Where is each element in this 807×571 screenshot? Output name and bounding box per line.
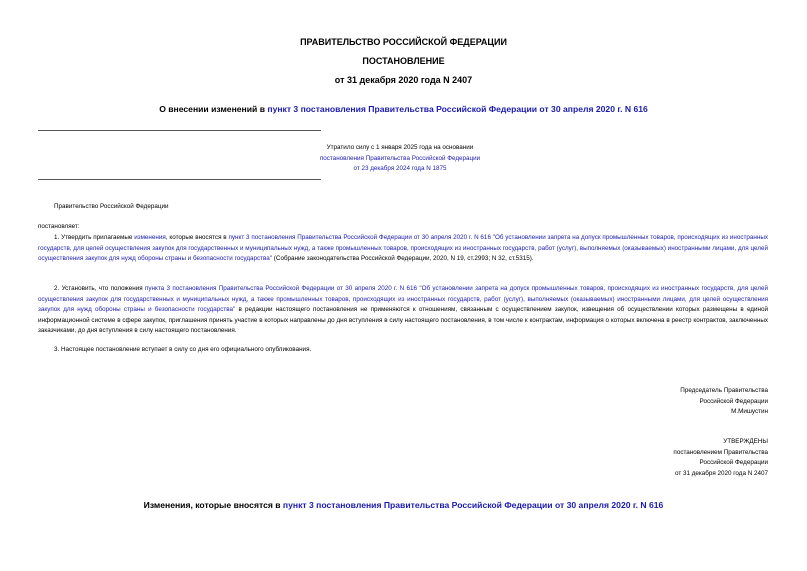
paragraph-2 bbox=[38, 284, 768, 337]
approved-line1: УТВЕРЖДЕНЫ bbox=[723, 438, 768, 445]
lost-force-notice bbox=[260, 143, 540, 175]
document-title-prefix: О внесении изменений в bbox=[159, 104, 268, 114]
changes-title-prefix: Изменения, которые вносятся в bbox=[143, 500, 283, 510]
signature-line3: М.Мишустин bbox=[731, 408, 768, 415]
paragraph-1-text-c: (Собрание законодательства Российской Федерации, 2020, N 19, ст.2993; N 32, ст.5315). bbox=[272, 255, 534, 263]
paragraph-2-text-a: 2. Установить, что положения bbox=[54, 285, 145, 292]
document-date-number: от 31 декабря 2020 года N 2407 bbox=[334, 75, 473, 85]
approved-line3: Российской Федерации bbox=[699, 459, 768, 466]
paragraph-3: 3. Настоящее постановление вступает в силу со дня его официального опубликования. bbox=[54, 346, 312, 353]
intro-text: Правительство Российской Федерации bbox=[54, 203, 169, 210]
signature-block bbox=[680, 386, 768, 418]
signature-line1: Председатель Правительства bbox=[680, 387, 768, 394]
paragraph-1-link-changes[interactable]: изменения bbox=[134, 234, 166, 241]
signature-line2: Российской Федерации bbox=[699, 397, 768, 405]
divider-top bbox=[38, 130, 321, 131]
paragraph-1-text-b: , которые вносятся в bbox=[165, 234, 229, 241]
paragraph-1-link-decree[interactable]: пункт 3 постановления Правительства Российской Федерации от 30 апреля 2020 г. N 616 "Об установлении запрета на допуск промышленных товаров, происходящих из иностранных государств, для целей осуществления закупок для государственных и муниципальных нужд, а также промышленных товаров, происходящих из иностранных государств, работ (услуг), выполняемых (оказываемых) иностранными лицами, для целей осуществления закупок для нужд обороны страны и безопасности государства" bbox=[38, 234, 768, 263]
document-title-link[interactable]: пункт 3 постановления Правительства Российской Федерации от 30 апреля 2020 г. N 616 bbox=[267, 104, 648, 114]
paragraph-1-text-a: 1. Утвердить прилагаемые bbox=[54, 234, 135, 241]
decides-text: постановляет: bbox=[38, 223, 80, 230]
document-title bbox=[0, 104, 807, 114]
approved-line2: постановлением Правительства bbox=[673, 448, 768, 456]
divider-bottom bbox=[38, 179, 321, 180]
changes-title bbox=[0, 500, 807, 510]
paragraph-2-text-b: в редакции настоящего постановления не применяются к отношениям, связанным с осуществлением закупок, извещения об осуществлении которых размещены в единой информационной системе в сфере закупок, приглашения принять участие в которых направлены до дня вступления в силу настоящего постановления, в том числе к контрактам, информация о которых включена в реестр контрактов, заключенных заказчиками, до дня вступления в силу настоящего постановления. bbox=[38, 306, 768, 335]
paragraph-2-link-decree[interactable]: пункта 3 постановления Правительства Российской Федерации от 30 апреля 2020 г. N 616 "Об установлении запрета на допуск промышленных товаров, происходящих из иностранных государств, для целей осуществления закупок для государственных и муниципальных нужд, а также промышленных товаров, происходящих из иностранных государств, работ (услуг), выполняемых (оказываемых) иностранными лицами, для целей осуществления закупок для нужд обороны страны и безопасности государства" bbox=[38, 285, 768, 314]
approved-line4: от 31 декабря 2020 года N 2407 bbox=[674, 469, 768, 477]
paragraph-1 bbox=[38, 233, 768, 265]
approved-block bbox=[673, 437, 768, 479]
lost-force-link-line3[interactable]: от 23 декабря 2024 года N 1875 bbox=[353, 165, 447, 172]
government-heading: ПРАВИТЕЛЬСТВО РОССИЙСКОЙ ФЕДЕРАЦИИ bbox=[300, 37, 507, 47]
changes-title-link[interactable]: пункт 3 постановления Правительства Российской Федерации от 30 апреля 2020 г. N 616 bbox=[282, 500, 664, 510]
lost-force-link-line2[interactable]: постановления Правительства Российской Федерации bbox=[319, 154, 481, 162]
document-type: ПОСТАНОВЛЕНИЕ bbox=[362, 56, 445, 66]
lost-force-line1: Утратило силу с 1 января 2025 года на основании bbox=[326, 144, 474, 151]
